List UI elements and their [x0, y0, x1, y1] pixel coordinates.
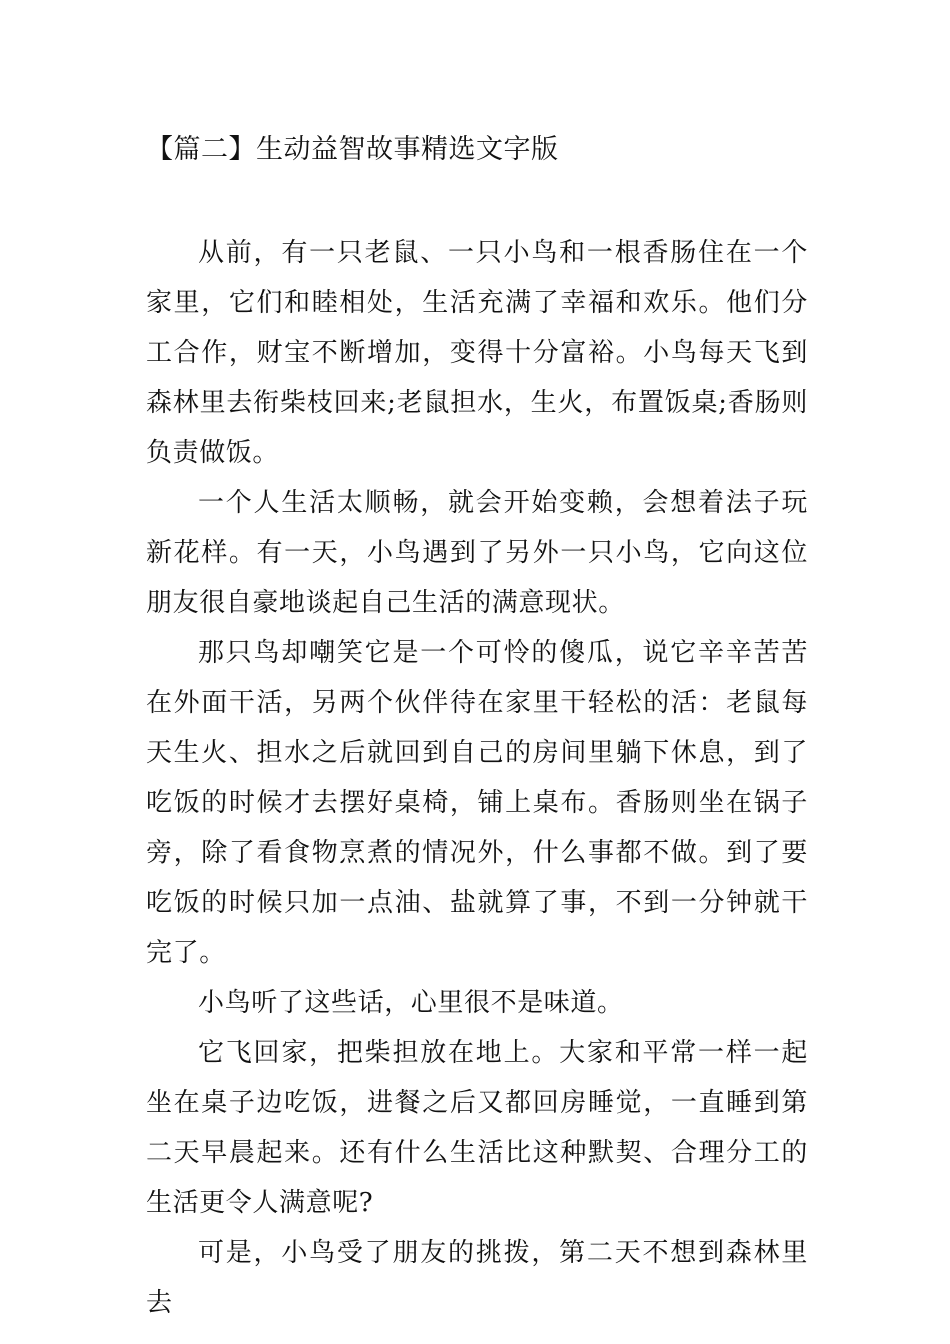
paragraph-4: 小鸟听了这些话，心里很不是味道。	[198, 988, 624, 1018]
paragraph-3: 那只鸟却嘲笑它是一个可怜的傻瓜，说它辛辛苦苦在外面干活，另两个伙伴待在家里干轻松的活：老鼠每天生火、担水之后就回到自己的房间里躺下休息，到了吃饭的时候才去摆好桌椅，铺上桌布。香肠则坐在锅子旁，除了看食物烹煮的情况外，什么事都不做。到了要吃饭的时候只加一点油、盐就算了事，不到一分钟就干完了。	[146, 638, 808, 968]
paragraph-1: 从前，有一只老鼠、一只小鸟和一根香肠住在一个家里，它们和睦相处，生活充满了幸福和欢乐。他们分工合作，财宝不断增加，变得十分富裕。小鸟每天飞到森林里去衔柴枝回来;老鼠担水，生火，布置饭桌;香肠则负责做饭。	[146, 238, 808, 468]
document-body	[146, 228, 808, 1328]
paragraph-6: 可是，小鸟受了朋友的挑拨，第二天不想到森林里去	[146, 1238, 808, 1318]
document-title: 【篇二】生动益智故事精选文字版	[146, 134, 559, 165]
paragraph-5: 它飞回家，把柴担放在地上。大家和平常一样一起坐在桌子边吃饭，进餐之后又都回房睡觉，一直睡到第二天早晨起来。还有什么生活比这种默契、合理分工的生活更令人满意呢?	[146, 1038, 808, 1218]
paragraph-2: 一个人生活太顺畅，就会开始变赖，会想着法子玩新花样。有一天，小鸟遇到了另外一只小鸟，它向这位朋友很自豪地谈起自己生活的满意现状。	[146, 488, 808, 618]
